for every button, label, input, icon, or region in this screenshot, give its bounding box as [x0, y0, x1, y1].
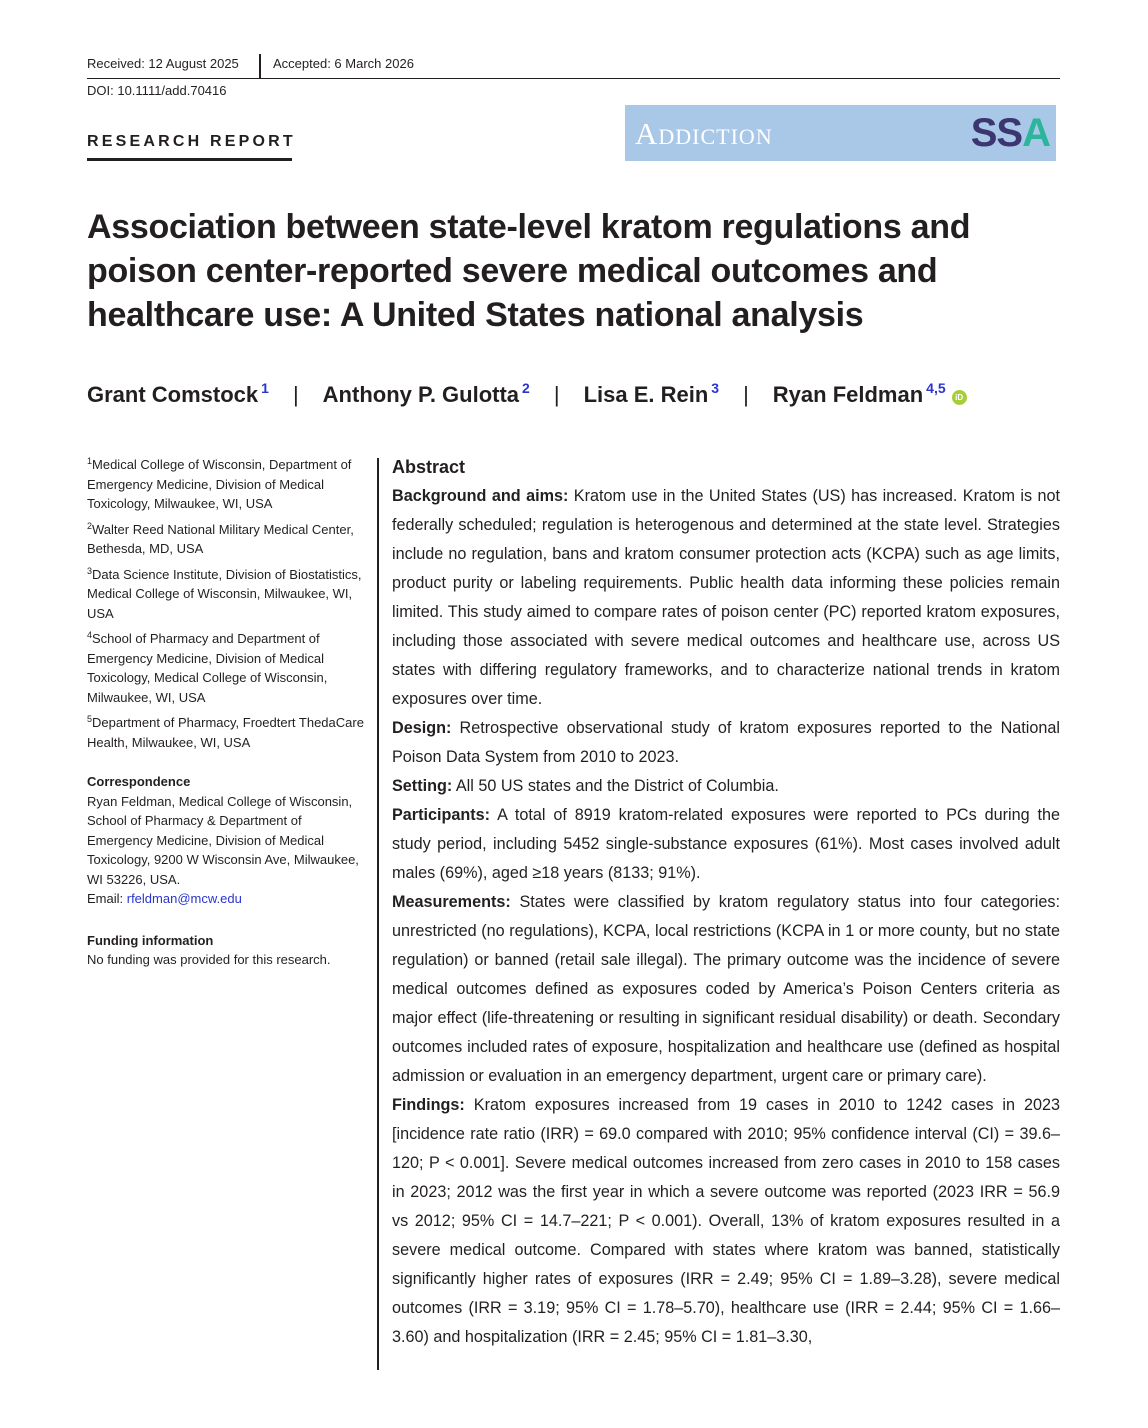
- header-dates: [87, 54, 1060, 79]
- author[interactable]: Grant Comstock $^1$: [87, 380, 269, 407]
- affiliation: $^4$School of Pharmacy and Department of Emergency Medicine, Division of Medical Toxicology, Medical College of Wisconsin, Milwaukee, WI, USA: [87, 630, 328, 705]
- article-title: Association between state-level kratom regulations and poison center-reported severe medical outcomes and healthcare use: A United States national analysis: [87, 208, 971, 334]
- doi[interactable]: DOI: 10.1111/add.70416: [87, 83, 227, 98]
- correspondence-text: Ryan Feldman, Medical College of Wisconsin, School of Pharmacy & Department of Emergency Medicine, Division of Medical Toxicology, 9200 W Wisconsin Ave, Milwaukee, WI 53226, USA.: [87, 793, 359, 887]
- abstract: [392, 454, 1060, 1352]
- abstract-heading: Abstract: [392, 457, 466, 477]
- column-divider: [377, 458, 379, 1370]
- date-separator: [259, 54, 261, 78]
- abstract-section: Setting: All 50 US states and the District of Columbia.: [392, 777, 779, 795]
- article-type: RESEARCH REPORT: [87, 133, 296, 150]
- author[interactable]: Anthony P. Gulotta $^2$: [322, 380, 530, 407]
- author-separator: |: [743, 382, 749, 407]
- abstract-section: Measurements: States were classified by kratom regulatory status into four categories: unrestricted (no regulations), KCPA, local restrictions (KCPA in 1 or more county, but no state regulation) or banned (retail sale illegal). The primary outcome was the incidence of severe medical outcomes defined as exposures coded by America’s Poison Centers criteria as major effect (life-threatening or resulting in significant residual disability) or death. Secondary outcomes included rates of exposure, hospitalization and healthcare use (defined as hospital admission or evaluation in an emergency department, urgent care or primary care).: [392, 893, 1060, 1085]
- ssa-logo: SSA: [970, 111, 1050, 155]
- author-list: [87, 380, 967, 408]
- accepted-date: Accepted: 6 March 2026: [273, 56, 414, 71]
- affiliation: $^5$Department of Pharmacy, Froedtert ThedaCare Health, Milwaukee, WI, USA: [87, 714, 364, 750]
- correspondence-email-line: Email: rfeldman@mcw.edu: [87, 891, 242, 906]
- abstract-section: Findings: Kratom exposures increased from 19 cases in 2010 to 1242 cases in 2023 [incidence rate ratio (IRR) = 69.0 compared with 2010; 95% confidence interval (CI) = 39.6–120; P < 0.001]. Severe medical outcomes increased from zero cases in 2010 to 158 cases in 2023; 2012 was the first year in which a severe outcome was reported (2023 IRR = 56.9 vs 2012; 95% CI = 14.7–221; P < 0.001). Overall, 13% of kratom exposures resulted in a severe medical outcome. Compared with states where kratom was banned, statistically significantly higher rates of exposures (IRR = 2.49; 95% CI = 1.89–3.28), severe medical outcomes (IRR = 3.19; 95% CI = 1.78–5.70), healthcare use (IRR = 2.44; 95% CI = 1.66–3.60) and hospitalization (IRR = 2.45; 95% CI = 1.81–3.30,: [392, 1096, 1060, 1346]
- author-affiliation-ref: 2: [522, 380, 530, 396]
- orcid-icon[interactable]: iD: [952, 390, 967, 405]
- email-link[interactable]: rfeldman@mcw.edu: [126, 891, 242, 906]
- sidebar-info: [87, 455, 367, 970]
- received-date: Received: 12 August 2025: [87, 56, 239, 71]
- affiliation: $^3$Data Science Institute, Division of Biostatistics, Medical College of Wisconsin, Milwaukee, WI, USA: [87, 565, 362, 621]
- abstract-section: Background and aims: Kratom use in the United States (US) has increased. Kratom is not federally scheduled; regulation is heterogenous and determined at the state level. Strategies include no regulation, bans and kratom consumer protection acts (KCPA) such as age limits, product purity or labeling requirements. Public health data informing these policies remain limited. This study aimed to compare rates of poison center (PC) reported kratom exposures, including those associated with severe medical outcomes and healthcare use, across US states with differing regulatory frameworks, and to characterize national trends in kratom exposures over time.: [392, 487, 1061, 708]
- abstract-section: Participants: A total of 8919 kratom-related exposures were reported to PCs during the study period, including 5452 single-substance exposures (61%). Most cases involved adult males (69%), aged ≥18 years (8133; 91%).: [392, 806, 1060, 882]
- journal-banner[interactable]: [625, 105, 1056, 161]
- abstract-section: Design: Retrospective observational study of kratom exposures reported to the National Poison Data System from 2010 to 2023.: [392, 719, 1060, 766]
- author-affiliation-ref: 1: [261, 380, 269, 396]
- affiliation: $^2$Walter Reed National Military Medical Center, Bethesda, MD, USA: [87, 520, 354, 556]
- funding-text: No funding was provided for this research.: [87, 952, 331, 967]
- journal-name: Addiction: [635, 116, 773, 151]
- author-separator: |: [292, 382, 299, 407]
- author[interactable]: Lisa E. Rein $^3$: [583, 380, 720, 407]
- author-affiliation-ref: 3: [711, 380, 720, 396]
- author-affiliation-ref: 4,5: [926, 380, 946, 396]
- author-separator: |: [553, 382, 560, 407]
- correspondence-heading: Correspondence: [87, 774, 191, 789]
- funding-heading: Funding information: [87, 932, 214, 948]
- author[interactable]: Ryan Feldman $^{4,5}$: [772, 380, 946, 407]
- article-type-underline: [87, 158, 292, 161]
- affiliation: $^1$Medical College of Wisconsin, Department of Emergency Medicine, Division of Medical Toxicology, Milwaukee, WI, USA: [87, 456, 352, 511]
